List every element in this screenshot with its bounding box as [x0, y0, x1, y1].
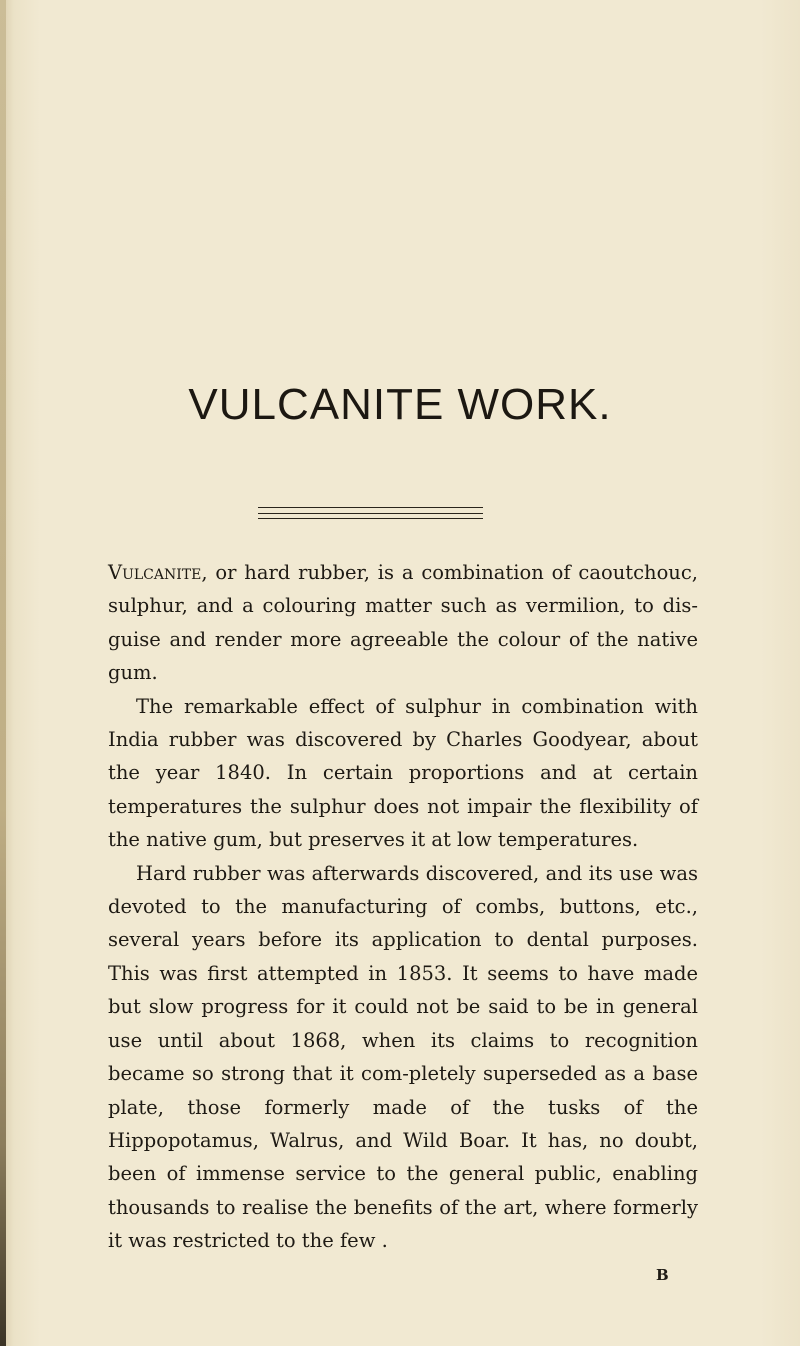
page-spine-edge	[0, 0, 6, 1346]
rule-line	[258, 513, 483, 514]
chapter-title: VULCANITE WORK.	[188, 380, 612, 429]
title-ornamental-rule	[258, 505, 483, 521]
signature-mark: B	[656, 1266, 669, 1284]
paragraph-1	[108, 556, 698, 690]
paragraph-lead-word: Vulcanite,	[108, 561, 208, 584]
paragraph-2: The remarkable effect of sulphur in combination with India rubber was discovered by Charles Goodyear, about the year 1840. In certain proportions and at certain temperatures the sulphur does not impair the flexibility of the native gum, but preserves it at low temperatures.	[108, 694, 698, 852]
rule-line	[258, 518, 483, 519]
paragraph-text: or hard rubber, is a combination of caoutchouc, sulphur, and a colouring matter such as vermilion, to dis-guise and render more agreeable the colour of the native gum.	[108, 561, 698, 685]
body-text	[108, 556, 698, 1258]
rule-line	[258, 507, 483, 508]
paragraph-3: Hard rubber was afterwards discovered, and its use was devoted to the manufacturing of combs, buttons, etc., several years before its application to dental purposes. This was first attempted in 1853. It seems to have made but slow progress for it could not be said to be in general use until about 1868, when its claims to recognition became so strong that it com-pletely superseded as a base plate, those formerly made of the tusks of the Hippopotamus, Walrus, and Wild Boar. It has, no doubt, been of immense service to the general public, enabling thousands to realise the benefits of the art, where formerly it was restricted to the few .	[108, 861, 698, 1253]
